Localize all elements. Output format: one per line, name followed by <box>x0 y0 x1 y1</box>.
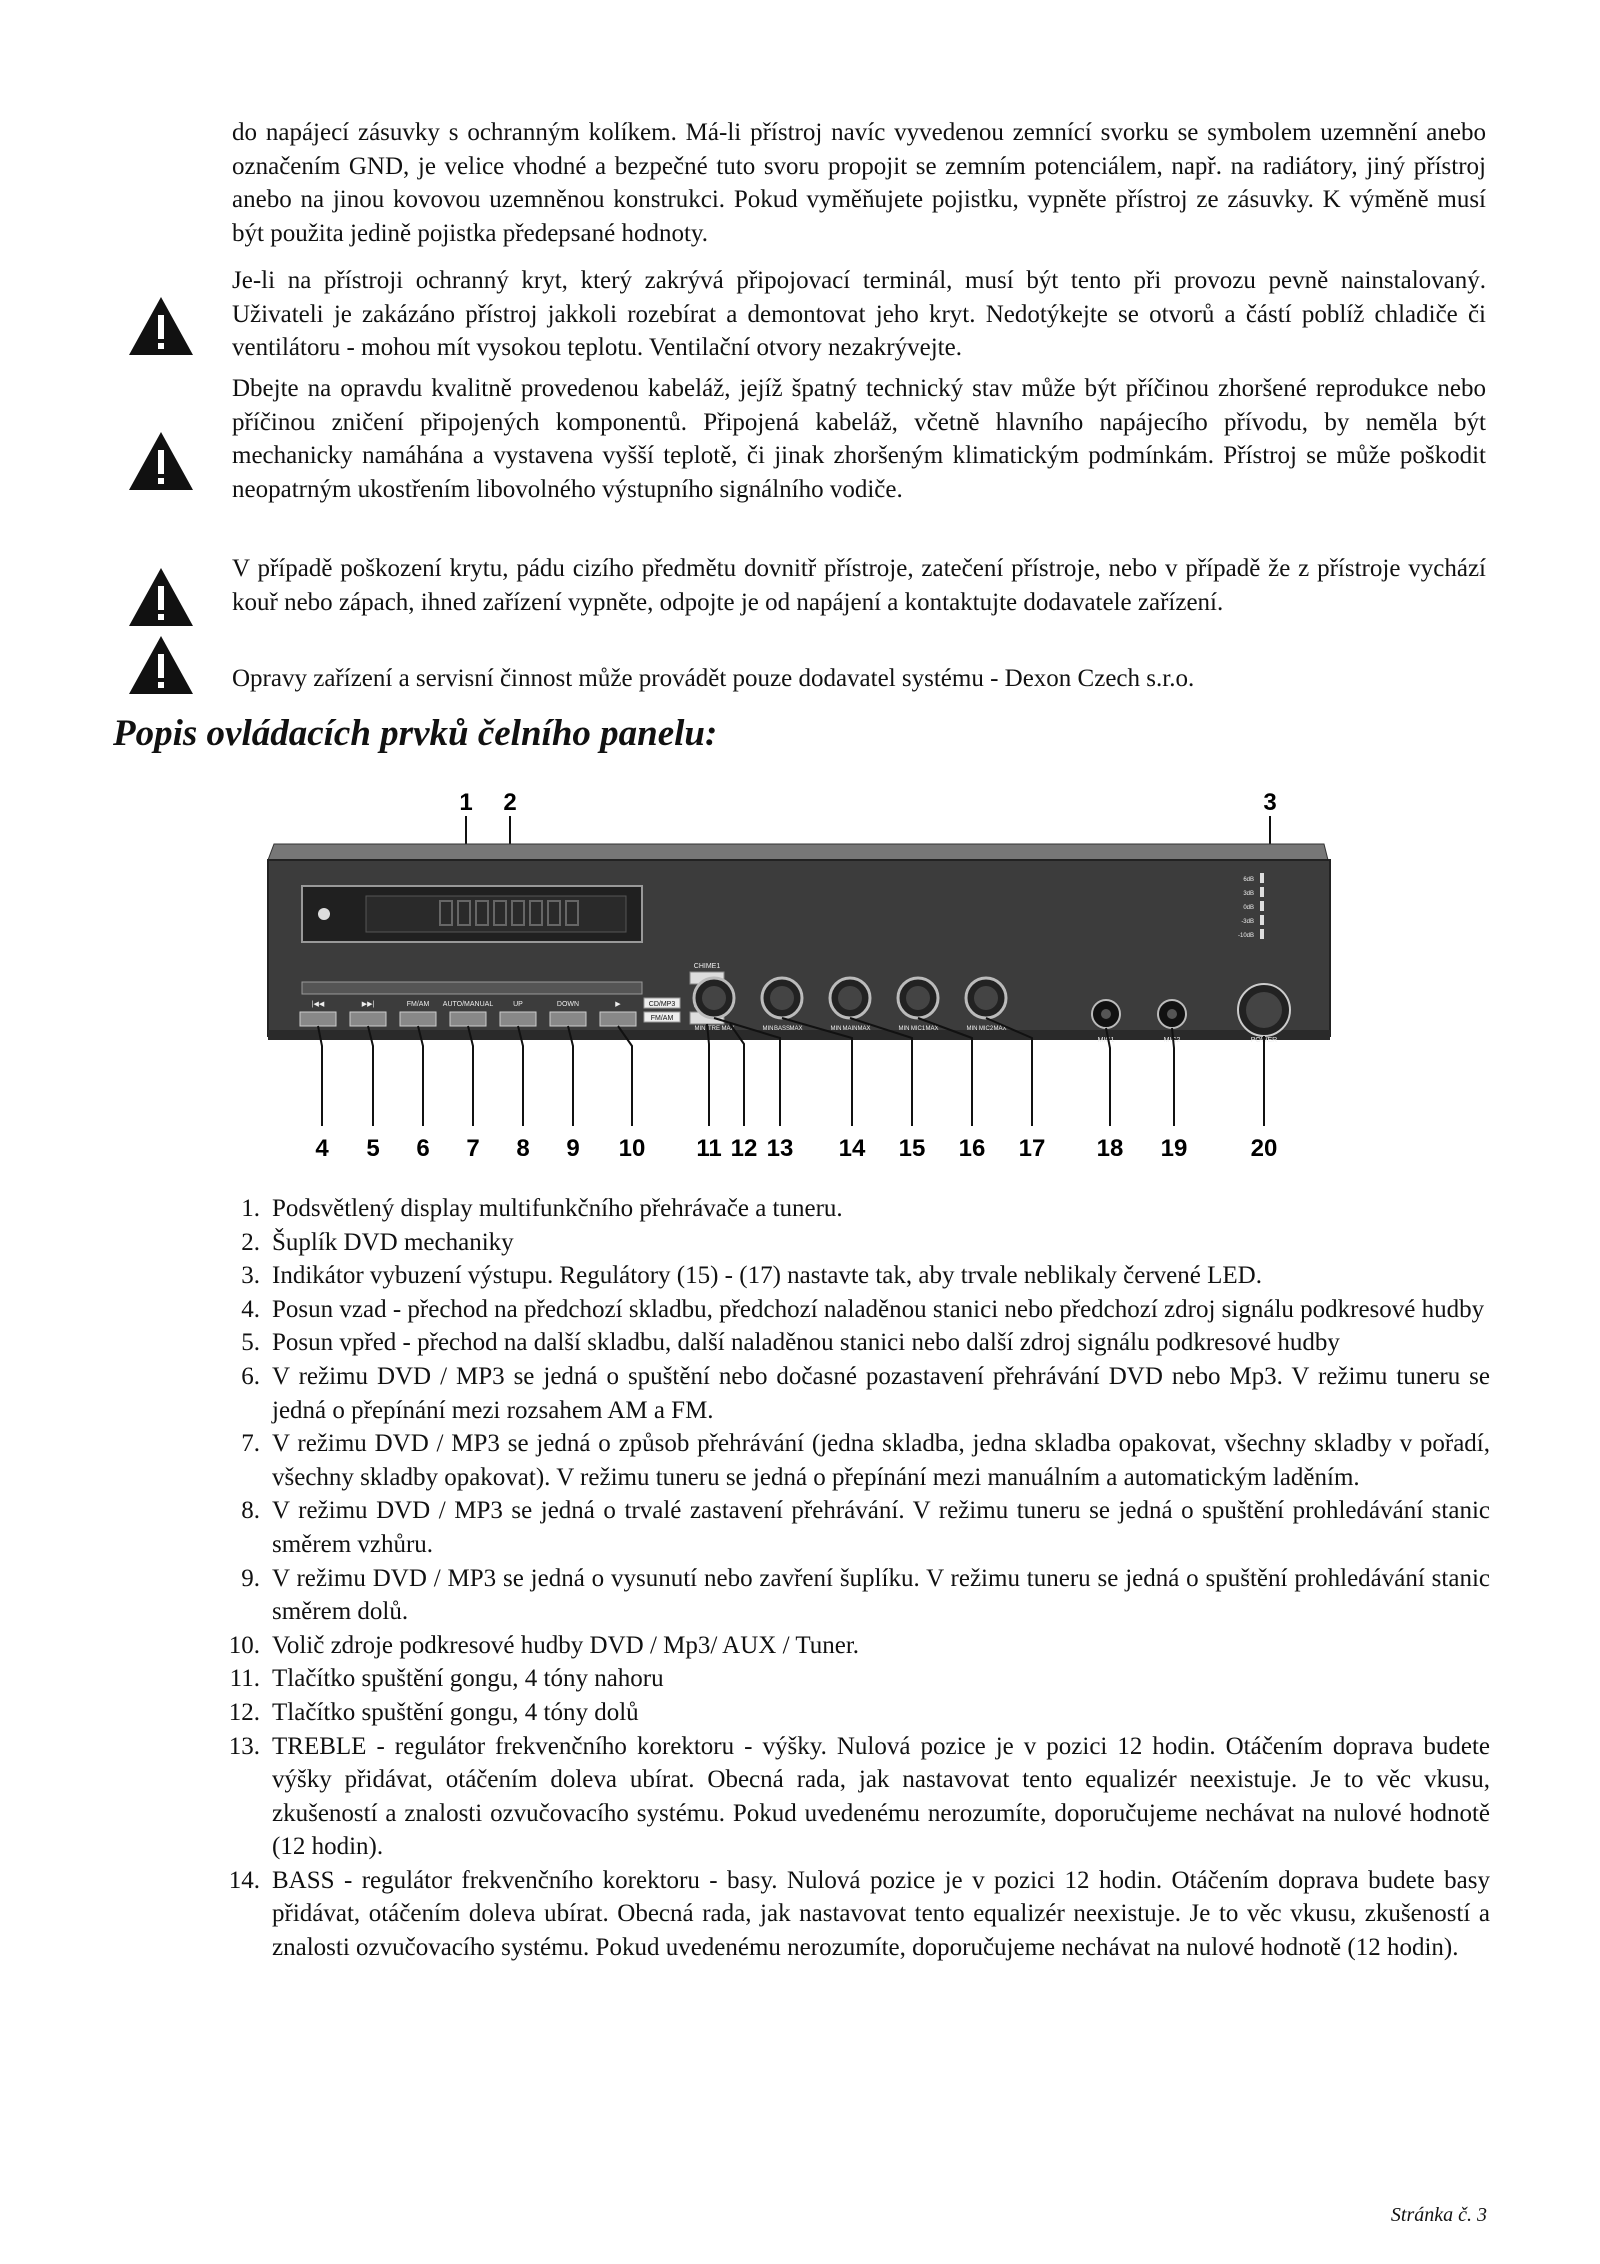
dvd-tray <box>302 982 642 994</box>
warning-triangle-icon <box>127 566 195 628</box>
list-item-number: 12. <box>228 1698 260 1726</box>
list-item-text: Indikátor vybuzení výstupu. Regulátory (15) - (17) nastavte tak, aby trvale neblikaly červené LED. <box>272 1262 1262 1290</box>
list-item <box>210 1226 1490 1260</box>
callout-number: 6 <box>416 1135 430 1162</box>
source-button[interactable] <box>600 1012 636 1026</box>
callout-1: 1 <box>459 789 473 816</box>
list-item-number: 6. <box>241 1362 260 1390</box>
list-item-number: 8. <box>241 1497 260 1525</box>
callout-number: 11 <box>696 1135 722 1162</box>
intro-paragraph-service: Opravy zařízení a servisní činnost může provádět pouze dodavatel systému - Dexon Czech s.r.o. <box>232 665 1195 692</box>
knob-label: MIC1 <box>910 1026 926 1032</box>
knob-min-label: MIN <box>898 1026 910 1032</box>
chime1-label: CHIME1 <box>693 963 721 970</box>
list-item <box>210 1562 1490 1629</box>
list-item <box>210 1696 1490 1730</box>
list-item-number: 7. <box>241 1430 260 1458</box>
led <box>1260 901 1264 911</box>
callout-number: 14 <box>838 1135 866 1162</box>
callout-number: 19 <box>1160 1135 1188 1162</box>
list-item-text: TREBLE - regulátor frekvenčního korektoru - výšky. Nulová pozice je v pozici 12 hodin. Otáčením doprava budete výšky přidávat, otáčením doleva ubírat. Obecná rada, jak nastavovat tento equalizér neexistuje. Je to věc vkusu, zkušeností a znalosti ozvučovacího systému. Pokud uvedenému nerozumíte, doporučujeme nechávat na nulové hodnotě (12 hodin). <box>272 1732 1490 1861</box>
list-item-number: 3. <box>241 1262 260 1290</box>
list-item <box>210 1730 1490 1864</box>
led <box>1260 887 1264 897</box>
next-button[interactable] <box>350 1012 386 1026</box>
led-label: 6dB <box>1243 877 1254 883</box>
play-fmam-button[interactable] <box>400 1012 436 1026</box>
list-item-number: 14. <box>228 1866 260 1894</box>
control-descriptions <box>210 1192 1490 1965</box>
callout-number: 18 <box>1096 1135 1124 1162</box>
led-label: -10dB <box>1237 933 1254 939</box>
callout-number: 17 <box>1018 1135 1046 1162</box>
power-label: POWER <box>1250 1037 1278 1044</box>
knob-min-label: MIN <box>762 1026 774 1032</box>
callout-number: 16 <box>958 1135 986 1162</box>
callout-number: 12 <box>730 1135 758 1162</box>
led-label: 3dB <box>1243 891 1254 897</box>
list-item-text: V režimu DVD / MP3 se jedná o spuštění nebo dočasné pozastavení přehrávání DVD nebo Mp3. V režimu tuneru se jedná o přepínání mezi rozsahem AM a FM. <box>272 1362 1490 1424</box>
auto-manual-label: AUTO/MANUAL <box>442 1001 494 1008</box>
list-item-text: V režimu DVD / MP3 se jedná o trvalé zastavení přehrávání. V režimu tuneru se jedná o spuštění prohledávání stanic směrem vzhůru. <box>272 1497 1490 1558</box>
callout-number: 10 <box>618 1135 646 1162</box>
front-panel-figure <box>260 786 1340 1166</box>
list-item-text: Posun vzad - přechod na předchozí skladbu, předchozí naladěnou stanici nebo předchozí zdroj signálu podkresové hudby <box>272 1295 1485 1323</box>
knob-max-label: MAX <box>857 1026 871 1032</box>
callout-number: 15 <box>898 1135 926 1162</box>
list-item <box>210 1192 1490 1226</box>
list-item <box>210 1360 1490 1427</box>
led-label: -3dB <box>1241 919 1254 925</box>
knob-max-label: MAX <box>789 1026 803 1032</box>
intro-paragraph-cover: Je-li na přístroji ochranný kryt, který zakrývá připojovací terminál, musí být tento při provozu pevně nainstalovaný. Uživateli je zakázáno přístroj jakkoli rozebírat a demontovat jeho kryt. Nedotýkejte se otvorů a částí poblíž chladiče či ventilátoru - mohou mít vysokou teplotu. Ventilační otvory nezakrývejte. <box>232 267 1486 362</box>
list-item-text: BASS - regulátor frekvenčního korektoru - basy. Nulová pozice je v pozici 12 hodin. Otáčením doprava budete basy přidávat, otáčením doleva ubírat. Obecná rada, jak nastavovat tento equalizér neexistuje. Je to věc vkusu, zkušeností a znalosti ozvučovacího systému. Pokud uvedenému nerozumíte, doporučujeme nechávat na nulové hodnotě (12 hodin). <box>272 1866 1490 1962</box>
mode-button[interactable] <box>450 1012 486 1026</box>
list-item <box>210 1427 1490 1494</box>
list-item-text: Volič zdroje podkresové hudby DVD / Mp3/ AUX / Tuner. <box>272 1631 860 1659</box>
list-item-number: 5. <box>241 1329 260 1357</box>
list-item-text: Podsvětlený display multifunkčního přehrávače a tuneru. <box>272 1195 843 1222</box>
callout-3: 3 <box>1263 789 1277 816</box>
list-item <box>210 1629 1490 1663</box>
knob-min-label: MIN <box>830 1026 842 1032</box>
list-item <box>210 1293 1490 1327</box>
list-item-text: Posun vpřed - přechod na další skladbu, další naladěnou stanici nebo další zdroj signálu podkresové hudby <box>272 1329 1340 1357</box>
list-item <box>210 1662 1490 1696</box>
warning-triangle-icon <box>127 295 195 357</box>
list-item-number: 4. <box>241 1295 260 1323</box>
list-item-text: Tlačítko spuštění gongu, 4 tóny dolů <box>272 1698 639 1726</box>
knob-label: MIC2 <box>978 1026 994 1032</box>
led <box>1260 929 1264 939</box>
list-item <box>210 1494 1490 1561</box>
section-heading: Popis ovládacích prvků čelního panelu: <box>113 713 718 754</box>
callout-number: 5 <box>366 1135 380 1162</box>
warning-triangle-icon <box>127 634 195 696</box>
knob-label: BASS <box>773 1026 791 1032</box>
intro-paragraph-grounding: do napájecí zásuvky s ochranným kolíkem. Má-li přístroj navíc vyvedenou zemnící svorku se symbolem uzemnění anebo označením GND, je velice vhodné a bezpečné tuto svoru propojit se zemním potenciálem, např. na radiátory, jiný přístroj anebo na jinou kovovou uzemněnou konstrukci. Pokud vyměňujete pojistku, vypněte přístroj ze zásuvky. K výměně musí být použita jedině pojistka předepsané hodnoty. <box>232 119 1486 247</box>
list-item-number: 13. <box>228 1732 260 1760</box>
list-item <box>210 1259 1490 1293</box>
next-label: ▶▶| <box>361 1001 375 1008</box>
knob-label: MAIN <box>842 1026 858 1032</box>
mic1-jack-label: MIC1 <box>1097 1037 1115 1044</box>
list-item-number: 9. <box>241 1564 260 1592</box>
list-item-number: 11. <box>229 1665 260 1693</box>
up-label: UP <box>513 1001 523 1008</box>
mic2-jack-label: MIC2 <box>1163 1037 1181 1044</box>
knob-max-label: MAX <box>993 1026 1007 1032</box>
list-item-number: 2. <box>241 1228 260 1256</box>
list-item-text: Šuplík DVD mechaniky <box>272 1228 514 1256</box>
callout-number: 9 <box>566 1135 580 1162</box>
callout-number: 4 <box>315 1135 329 1162</box>
play-label: ▶ <box>615 1001 621 1008</box>
prev-label: |◀◀ <box>311 1001 325 1008</box>
list-item-text: V režimu DVD / MP3 se jedná o vysunutí nebo zavření šuplíku. V režimu tuneru se jedná o spuštění prohledávání stanic směrem dolů. <box>272 1564 1490 1626</box>
chassis-top <box>268 844 1328 860</box>
callout-number: 13 <box>766 1135 794 1162</box>
knob-label: TRE <box>708 1026 720 1032</box>
callout-number: 20 <box>1250 1135 1278 1162</box>
list-item <box>210 1864 1490 1965</box>
callout-number: 7 <box>466 1135 480 1162</box>
led-label: 0dB <box>1243 905 1254 911</box>
warning-triangle-icon <box>127 430 195 492</box>
stop-up-button[interactable] <box>500 1012 536 1026</box>
down-label: DOWN <box>556 1001 580 1008</box>
callout-number: 8 <box>516 1135 530 1162</box>
knob-min-label: MIN <box>694 1026 706 1032</box>
led <box>1260 873 1264 883</box>
list-item <box>210 1326 1490 1360</box>
fmam-tag: FM/AM <box>650 1015 674 1022</box>
knob-max-label: MAX <box>721 1026 735 1032</box>
fmam-label: FM/AM <box>406 1001 430 1008</box>
intro-paragraph-cabling: Dbejte na opravdu kvalitně provedenou kabeláž, jejíž špatný technický stav může být příčinou zhoršené reprodukce nebo příčinou zničení připojených komponentů. Připojená kabeláž, včetně hlavního napájecího přívodu, by neměla být mechanicky namáhána a vystavena vyšší teplotě, či jinak zhoršeným klimatickým podmínkám. Přístroj se může poškodit neopatrným ukostřením libovolného výstupního signálního vodiče. <box>232 375 1486 503</box>
page-number: Stránka č. 3 <box>1390 2204 1487 2226</box>
list-item-number: 10. <box>228 1631 260 1659</box>
list-item-number: 1. <box>241 1195 260 1222</box>
callout-2: 2 <box>503 789 517 816</box>
cdmp3-tag: CD/MP3 <box>648 1001 676 1008</box>
prev-button[interactable] <box>300 1012 336 1026</box>
eject-down-button[interactable] <box>550 1012 586 1026</box>
list-item-text: V režimu DVD / MP3 se jedná o způsob přehrávání (jedna skladba, jedna skladba opakovat, všechny skladby v pořadí, všechny skladby opakovat). V režimu tuneru se jedná o přepínání mezi manuálním a automatickým laděním. <box>272 1430 1490 1491</box>
intro-paragraph-damage: V případě poškození krytu, pádu cizího předmětu dovnitř přístroje, zatečení přístroje, nebo v případě že z přístroje vychází kouř nebo zápach, ihned zařízení vypněte, odpojte je od napájení a kontaktujte dodavatele zařízení. <box>232 555 1486 616</box>
knob-max-label: MAX <box>925 1026 939 1032</box>
list-item-text: Tlačítko spuštění gongu, 4 tóny nahoru <box>272 1665 664 1693</box>
knob-min-label: MIN <box>966 1026 978 1032</box>
led <box>1260 915 1264 925</box>
